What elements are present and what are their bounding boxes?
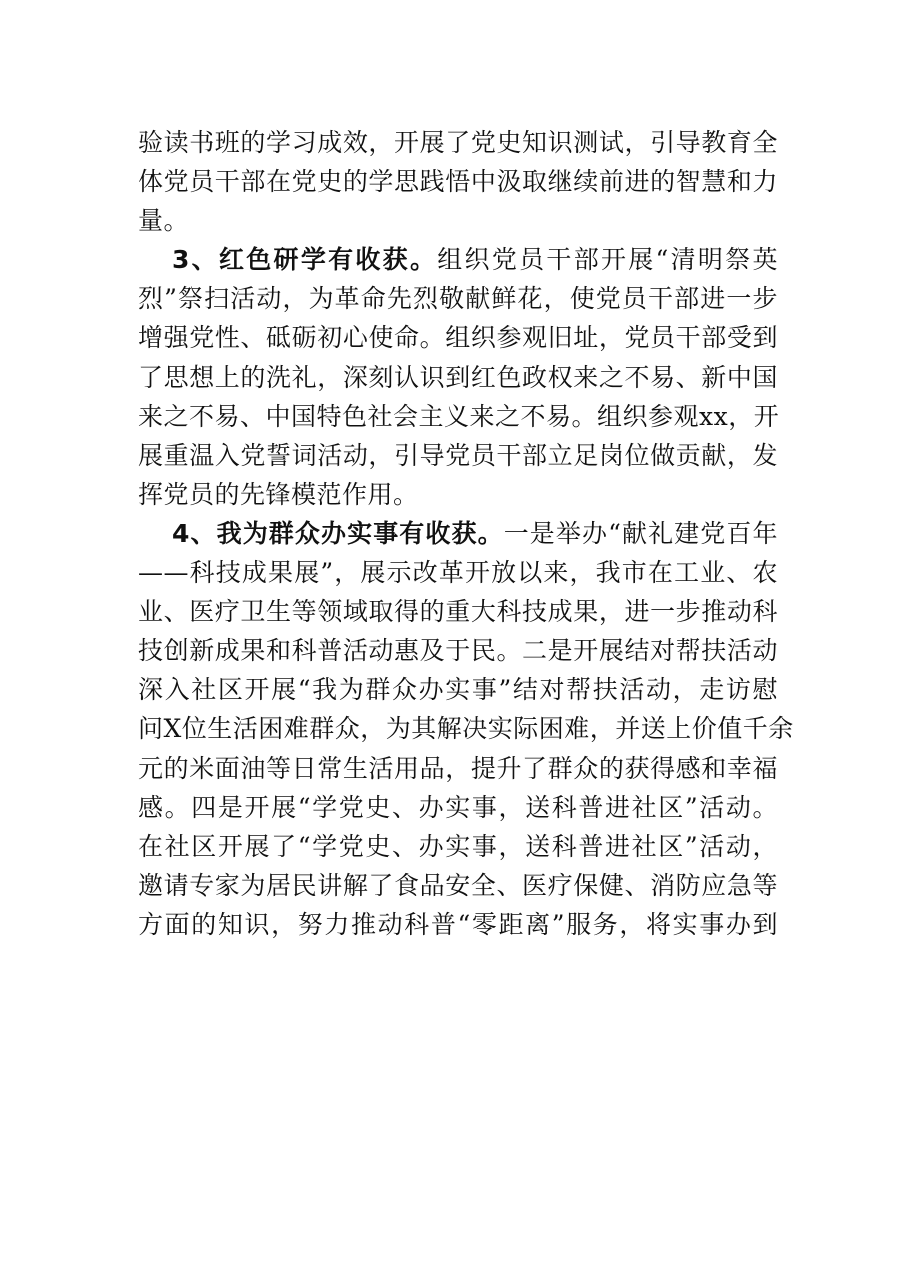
paragraph-line: 方面的知识，努力推动科普“零距离”服务，将实事办到 xyxy=(138,909,778,939)
paragraph-line: 技创新成果和科普活动惠及于民。二是开展结对帮扶活动 xyxy=(138,636,778,666)
paragraph-first-line xyxy=(138,240,778,279)
paragraph-line: 增强党性、砥砺初心使命。组织参观旧址，党员干部受到 xyxy=(138,323,778,353)
paragraph-text: 组织党员干部开展“清明祭英 xyxy=(437,245,778,275)
paragraph-line: 元的米面油等日常生活用品，提升了群众的获得感和幸福 xyxy=(138,753,778,783)
paragraph-line: 挥党员的先锋模范作用。 xyxy=(138,479,419,509)
paragraph-line: 量。 xyxy=(138,206,190,236)
paragraph-line: 在社区开展了“学党史、办实事，送科普进社区”活动， xyxy=(138,831,778,861)
paragraph-line: 体党员干部在党史的学思践悟中汲取继续前进的智慧和力 xyxy=(138,167,778,197)
paragraph-line: 业、医疗卫生等领域取得的重大科技成果，进一步推动科 xyxy=(138,597,778,627)
paragraph-line: 深入社区开展“我为群众办实事”结对帮扶活动，走访慰 xyxy=(138,675,778,705)
paragraph-line: 烈”祭扫活动，为革命先烈敬献鲜花，使党员干部进一步 xyxy=(138,284,778,314)
paragraph-line: 感。四是开展“学党史、办实事，送科普进社区”活动。 xyxy=(138,792,778,822)
paragraph-line: 验读书班的学习成效，开展了党史知识测试，引导教育全 xyxy=(138,128,778,157)
paragraph-line: 来之不易、中国特色社会主义来之不易。组织参观xx，开 xyxy=(138,401,780,431)
paragraph-first-line xyxy=(138,514,778,553)
document-body xyxy=(138,123,794,944)
paragraph-line: 邀请专家为居民讲解了食品安全、医疗保健、消防应急等 xyxy=(138,870,778,900)
paragraph-line: 问X位生活困难群众，为其解决实际困难，并送上价值千余 xyxy=(138,714,794,744)
paragraph-line: 了思想上的洗礼，深刻认识到红色政权来之不易、新中国 xyxy=(138,362,778,392)
section-heading: 3、红色研学有收获。 xyxy=(172,245,438,275)
paragraph-line: ——科技成果展”，展示改革开放以来，我市在工业、农 xyxy=(138,558,778,588)
section-heading: 4、我为群众办实事有收获。 xyxy=(172,518,504,548)
paragraph-line: 展重温入党誓词活动，引导党员干部立足岗位做贡献，发 xyxy=(138,440,778,470)
paragraph-text: 一是举办“献礼建党百年 xyxy=(503,518,778,548)
